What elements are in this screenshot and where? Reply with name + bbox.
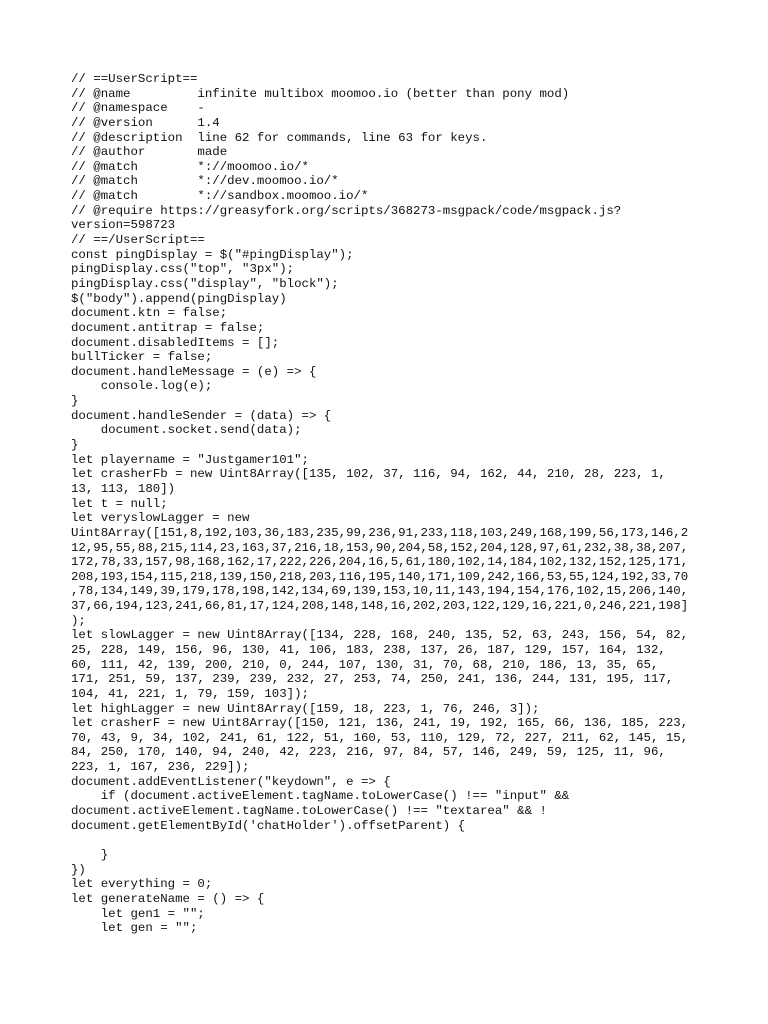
code-line: let gen = ""; <box>71 921 198 936</box>
code-line: // ==UserScript== <box>71 72 198 86</box>
code-line: Uint8Array([151,8,192,103,36,183,235,99,236,91,233,118,103,249,168,199,56,173,146,2 <box>71 525 689 540</box>
code-line: document.handleMessage = (e) => { <box>71 364 317 379</box>
code-line: // @version 1.4 <box>71 115 220 130</box>
code-line: 13, 113, 180]) <box>71 481 176 496</box>
code-line: document.ktn = false; <box>71 306 228 321</box>
code-line: } <box>71 847 109 862</box>
code-line: let slowLagger = new Uint8Array([134, 228, 168, 240, 135, 52, 63, 243, 156, 54, 82, <box>71 628 689 643</box>
code-line: document.activeElement.tagName.toLowerCase() !== "textarea" && ! <box>71 804 547 819</box>
code-line: let highLagger = new Uint8Array([159, 18, 223, 1, 76, 246, 3]); <box>71 701 540 716</box>
code-line: 25, 228, 149, 156, 96, 130, 41, 106, 183, 238, 137, 26, 187, 129, 157, 164, 132, <box>71 642 666 657</box>
code-line: $("body").append(pingDisplay) <box>71 291 287 306</box>
code-line: ); <box>71 613 86 628</box>
code-line: // @namespace - <box>71 101 205 116</box>
code-line: pingDisplay.css("top", "3px"); <box>71 262 295 277</box>
code-line: let veryslowLagger = new <box>71 511 250 526</box>
code-line: let t = null; <box>71 496 168 511</box>
code-line: 84, 250, 170, 140, 94, 240, 42, 223, 216, 97, 84, 57, 146, 249, 59, 125, 11, 96, <box>71 745 666 760</box>
code-line: // @match *://dev.moomoo.io/* <box>71 174 339 189</box>
code-line <box>71 833 703 848</box>
code-line: 172,78,33,157,98,168,162,17,222,226,204,16,5,61,180,102,14,184,102,132,152,125,171, <box>71 555 689 570</box>
code-line: // @name infinite multibox moomoo.io (better than pony mod) <box>71 86 570 101</box>
code-line: document.disabledItems = []; <box>71 335 280 350</box>
code-line: let generateName = () => { <box>71 891 265 906</box>
code-line: // @author made <box>71 145 228 160</box>
code-line: let crasherF = new Uint8Array([150, 121, 136, 241, 19, 192, 165, 66, 136, 185, 223, <box>71 716 689 731</box>
code-line: let gen1 = ""; <box>71 906 205 921</box>
code-line: 60, 111, 42, 139, 200, 210, 0, 244, 107, 130, 31, 70, 68, 210, 186, 13, 35, 65, <box>71 657 659 672</box>
code-line: // ==/UserScript== <box>71 233 205 248</box>
code-line: document.addEventListener("keydown", e => { <box>71 774 391 789</box>
code-line: } <box>71 438 79 453</box>
code-line: }) <box>71 862 86 877</box>
code-line: 12,95,55,88,215,114,23,163,37,216,18,153,90,204,58,152,204,128,97,61,232,38,38,207, <box>71 540 689 555</box>
code-line: 37,66,194,123,241,66,81,17,124,208,148,148,16,202,203,122,129,16,221,0,246,221,198] <box>71 599 689 614</box>
code-line: ,78,134,149,39,179,178,198,142,134,69,139,153,10,11,143,194,154,176,102,15,206,140, <box>71 584 689 599</box>
code-document <box>71 72 703 936</box>
code-line: // @require https://greasyfork.org/scripts/368273-msgpack/code/msgpack.js? <box>71 203 622 218</box>
code-line: version=598723 <box>71 218 176 233</box>
code-line: 70, 43, 9, 34, 102, 241, 61, 122, 51, 160, 53, 110, 129, 72, 227, 211, 62, 145, 15, <box>71 730 689 745</box>
code-line: if (document.activeElement.tagName.toLowerCase() !== "input" && <box>71 789 570 804</box>
code-line: // @match *://sandbox.moomoo.io/* <box>71 189 369 204</box>
code-line: let crasherFb = new Uint8Array([135, 102, 37, 116, 94, 162, 44, 210, 28, 223, 1, <box>71 467 666 482</box>
code-line: 223, 1, 167, 236, 229]); <box>71 760 250 775</box>
code-line: 104, 41, 221, 1, 79, 159, 103]); <box>71 686 309 701</box>
code-line: const pingDisplay = $("#pingDisplay"); <box>71 247 354 262</box>
code-line: document.handleSender = (data) => { <box>71 408 332 423</box>
code-line: } <box>71 394 79 409</box>
code-line: let everything = 0; <box>71 877 213 892</box>
code-line: bullTicker = false; <box>71 350 213 365</box>
code-line: let playername = "Justgamer101"; <box>71 452 309 467</box>
code-line: document.getElementById('chatHolder').offsetParent) { <box>71 818 466 833</box>
code-line: 208,193,154,115,218,139,150,218,203,116,195,140,171,109,242,166,53,55,124,192,33,70 <box>71 569 689 584</box>
code-line: console.log(e); <box>71 379 213 394</box>
code-line: pingDisplay.css("display", "block"); <box>71 276 339 291</box>
code-line: document.socket.send(data); <box>71 423 302 438</box>
code-line: // @match *://moomoo.io/* <box>71 159 309 174</box>
code-line: document.antitrap = false; <box>71 320 265 335</box>
code-line: // @description line 62 for commands, line 63 for keys. <box>71 130 488 145</box>
code-line: 171, 251, 59, 137, 239, 239, 232, 27, 253, 74, 250, 241, 136, 244, 131, 195, 117, <box>71 672 674 687</box>
